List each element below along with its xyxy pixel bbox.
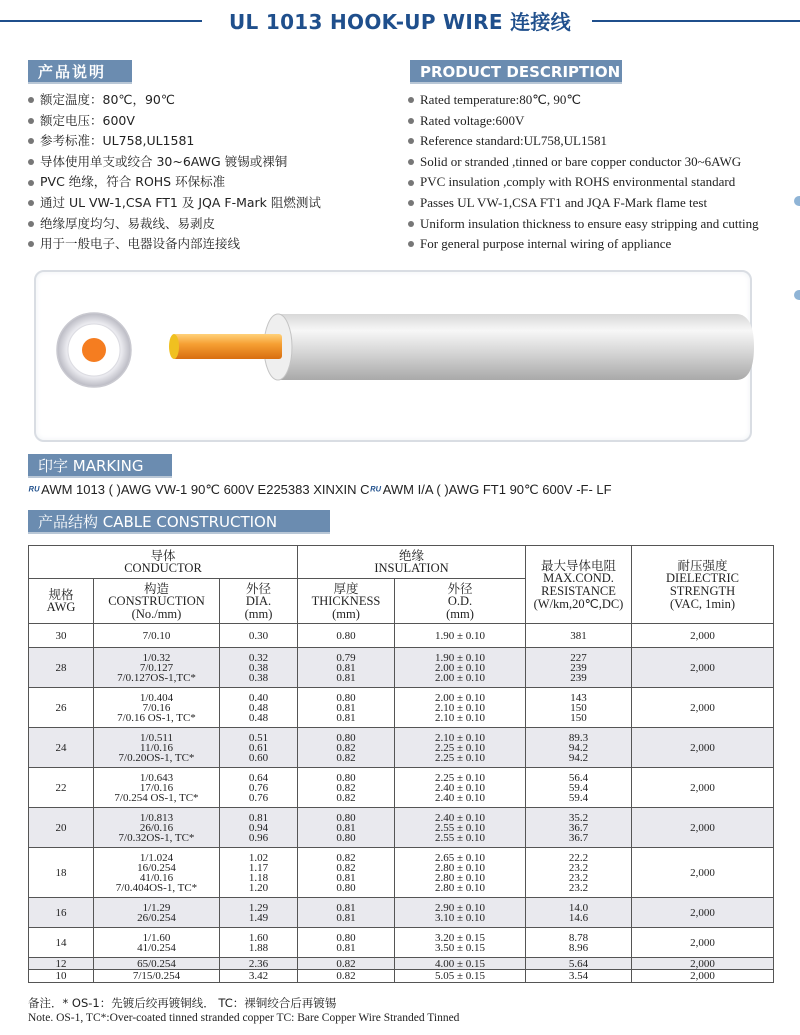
awg-cell: 22 bbox=[29, 768, 94, 808]
cable-table-body bbox=[29, 624, 774, 983]
dia-header: 外径 DIA. (mm) bbox=[220, 579, 298, 624]
construction-cell: 1/1.024 16/0.254 41/0.16 7/0.404OS-1, TC* bbox=[94, 848, 220, 898]
list-item: 额定温度：80℃，90℃ bbox=[28, 90, 321, 111]
dia-cell: 0.32 0.38 0.38 bbox=[220, 648, 298, 688]
od-cell: 1.90 ± 0.10 2.00 ± 0.10 2.00 ± 0.10 bbox=[395, 648, 526, 688]
list-item: Uniform insulation thickness to ensure easy stripping and cutting bbox=[408, 214, 759, 235]
list-item: Passes UL VW-1,CSA FT1 and JQA F-Mark flame test bbox=[408, 193, 759, 214]
title-rule-right bbox=[592, 20, 800, 22]
table-row bbox=[29, 898, 774, 928]
od-cell: 3.20 ± 0.15 3.50 ± 0.15 bbox=[395, 928, 526, 958]
table-row bbox=[29, 648, 774, 688]
od-cell: 4.00 ± 0.15 bbox=[395, 958, 526, 970]
resistance-cell: 3.54 bbox=[526, 970, 632, 983]
dielectric-header: 耐压强度 DIELECTRIC STRENGTH (VAC, 1min) bbox=[632, 546, 774, 624]
dia-cell: 0.64 0.76 0.76 bbox=[220, 768, 298, 808]
table-row bbox=[29, 688, 774, 728]
construction-cell: 1/0.32 7/0.127 7/0.127OS-1,TC* bbox=[94, 648, 220, 688]
construction-cell: 7/0.10 bbox=[94, 624, 220, 648]
construction-cell: 65/0.254 bbox=[94, 958, 220, 970]
bullet-icon bbox=[28, 118, 34, 124]
awg-cell: 28 bbox=[29, 648, 94, 688]
construction-cell: 1/0.813 26/0.16 7/0.32OS-1, TC* bbox=[94, 808, 220, 848]
bullet-icon bbox=[28, 159, 34, 165]
dia-cell: 1.29 1.49 bbox=[220, 898, 298, 928]
edge-fragment bbox=[794, 290, 800, 300]
resistance-cell: 8.78 8.96 bbox=[526, 928, 632, 958]
awg-cell: 24 bbox=[29, 728, 94, 768]
thickness-cell: 0.82 bbox=[298, 970, 395, 983]
product-description-en-header: PRODUCT DESCRIPTION bbox=[410, 60, 622, 84]
thickness-cell: 0.80 bbox=[298, 624, 395, 648]
title-bar bbox=[0, 0, 800, 42]
dia-cell: 1.60 1.88 bbox=[220, 928, 298, 958]
marking-text: ᴿᵁ AWM 1013 ( )AWG VW-1 90℃ 600V E225383 XINXIN Cᴿᵁ AWM I/A ( )AWG FT1 90℃ 600V -F- LF bbox=[28, 482, 612, 497]
resistance-cell: 14.0 14.6 bbox=[526, 898, 632, 928]
thickness-cell: 0.82 bbox=[298, 958, 395, 970]
bullet-icon bbox=[28, 138, 34, 144]
dia-cell: 0.40 0.48 0.48 bbox=[220, 688, 298, 728]
thickness-cell: 0.80 0.81 0.81 bbox=[298, 688, 395, 728]
dia-cell: 3.42 bbox=[220, 970, 298, 983]
thickness-cell: 0.80 0.82 0.82 bbox=[298, 768, 395, 808]
resistance-cell: 22.2 23.2 23.2 23.2 bbox=[526, 848, 632, 898]
bullet-icon bbox=[28, 200, 34, 206]
list-item: 导体使用单支或绞合 30~6AWG 镀锡或裸铜 bbox=[28, 152, 321, 173]
list-item: 用于一般电子、电器设备内部连接线 bbox=[28, 234, 321, 255]
footnote-cn: 备注．* OS-1：先镀后绞再镀铜线． TC：裸铜绞合后再镀锡 bbox=[28, 996, 337, 1010]
table-row bbox=[29, 624, 774, 648]
awg-cell: 14 bbox=[29, 928, 94, 958]
thickness-cell: 0.81 0.81 bbox=[298, 898, 395, 928]
dia-cell: 0.30 bbox=[220, 624, 298, 648]
bullet-icon bbox=[408, 221, 414, 227]
title-rule-left bbox=[0, 20, 202, 22]
construction-cell: 1/0.404 7/0.16 7/0.16 OS-1, TC* bbox=[94, 688, 220, 728]
cable-construction-header: 产品结构 CABLE CONSTRUCTION bbox=[28, 510, 330, 534]
awg-cell: 12 bbox=[29, 958, 94, 970]
thickness-header: 厚度 THICKNESS (mm) bbox=[298, 579, 395, 624]
bullet-icon bbox=[408, 200, 414, 206]
dielectric-cell: 2,000 bbox=[632, 648, 774, 688]
thickness-cell: 0.79 0.81 0.81 bbox=[298, 648, 395, 688]
bullet-icon bbox=[408, 159, 414, 165]
list-item: 参考标准：UL758,UL1581 bbox=[28, 131, 321, 152]
dielectric-cell: 2,000 bbox=[632, 928, 774, 958]
cable-construction-table-wrap bbox=[28, 545, 773, 983]
marking-header: 印字 MARKING bbox=[28, 454, 172, 478]
conductor-header: 导体 CONDUCTOR bbox=[29, 546, 298, 579]
od-cell: 2.10 ± 0.10 2.25 ± 0.10 2.25 ± 0.10 bbox=[395, 728, 526, 768]
wire-illustration bbox=[34, 270, 752, 442]
list-item: Reference standard:UL758,UL1581 bbox=[408, 131, 759, 152]
thickness-cell: 0.80 0.81 bbox=[298, 928, 395, 958]
resistance-cell: 227 239 239 bbox=[526, 648, 632, 688]
construction-cell: 1/1.29 26/0.254 bbox=[94, 898, 220, 928]
table-row bbox=[29, 848, 774, 898]
insulation-header: 绝缘 INSULATION bbox=[298, 546, 526, 579]
bullet-icon bbox=[408, 138, 414, 144]
dielectric-cell: 2,000 bbox=[632, 624, 774, 648]
product-description-en-list bbox=[408, 90, 759, 255]
od-cell: 2.90 ± 0.10 3.10 ± 0.10 bbox=[395, 898, 526, 928]
table-row bbox=[29, 970, 774, 983]
resistance-header: 最大导体电阻 MAX.COND. RESISTANCE (W/km,20℃,DC) bbox=[526, 546, 632, 624]
list-item: For general purpose internal wiring of appliance bbox=[408, 234, 759, 255]
od-cell: 2.25 ± 0.10 2.40 ± 0.10 2.40 ± 0.10 bbox=[395, 768, 526, 808]
dielectric-cell: 2,000 bbox=[632, 728, 774, 768]
od-cell: 2.40 ± 0.10 2.55 ± 0.10 2.55 ± 0.10 bbox=[395, 808, 526, 848]
dielectric-cell: 2,000 bbox=[632, 958, 774, 970]
dielectric-cell: 2,000 bbox=[632, 768, 774, 808]
product-description-cn-list bbox=[28, 90, 321, 255]
bullet-icon bbox=[408, 180, 414, 186]
dielectric-cell: 2,000 bbox=[632, 970, 774, 983]
dia-cell: 1.02 1.17 1.18 1.20 bbox=[220, 848, 298, 898]
thickness-cell: 0.80 0.82 0.82 bbox=[298, 728, 395, 768]
construction-cell: 1/0.643 17/0.16 7/0.254 OS-1, TC* bbox=[94, 768, 220, 808]
resistance-cell: 5.64 bbox=[526, 958, 632, 970]
resistance-cell: 89.3 94.2 94.2 bbox=[526, 728, 632, 768]
awg-cell: 18 bbox=[29, 848, 94, 898]
table-row bbox=[29, 958, 774, 970]
dielectric-cell: 2,000 bbox=[632, 898, 774, 928]
ul-recognized-icon: ᴿᵁ bbox=[369, 485, 381, 497]
awg-cell: 10 bbox=[29, 970, 94, 983]
ul-recognized-icon: ᴿᵁ bbox=[28, 485, 40, 497]
bullet-icon bbox=[408, 118, 414, 124]
bullet-icon bbox=[28, 180, 34, 186]
resistance-cell: 56.4 59.4 59.4 bbox=[526, 768, 632, 808]
dia-cell: 2.36 bbox=[220, 958, 298, 970]
table-row bbox=[29, 928, 774, 958]
resistance-cell: 381 bbox=[526, 624, 632, 648]
od-header: 外径 O.D. (mm) bbox=[395, 579, 526, 624]
list-item: Rated voltage:600V bbox=[408, 111, 759, 132]
product-description-cn-header: 产品说明 bbox=[28, 60, 132, 84]
resistance-cell: 35.2 36.7 36.7 bbox=[526, 808, 632, 848]
list-item: Solid or stranded ,tinned or bare copper conductor 30~6AWG bbox=[408, 152, 759, 173]
list-item: PVC 绝缘，符合 ROHS 环保标准 bbox=[28, 172, 321, 193]
bullet-icon bbox=[408, 97, 414, 103]
dia-cell: 0.51 0.61 0.60 bbox=[220, 728, 298, 768]
bullet-icon bbox=[28, 221, 34, 227]
list-item: 绝缘厚度均匀、易裁线、易剥皮 bbox=[28, 214, 321, 235]
awg-cell: 30 bbox=[29, 624, 94, 648]
edge-fragment bbox=[794, 196, 800, 206]
list-item: PVC insulation ,comply with ROHS environmental standard bbox=[408, 172, 759, 193]
awg-cell: 20 bbox=[29, 808, 94, 848]
dielectric-cell: 2,000 bbox=[632, 808, 774, 848]
awg-cell: 26 bbox=[29, 688, 94, 728]
bullet-icon bbox=[408, 241, 414, 247]
table-row bbox=[29, 768, 774, 808]
dia-cell: 0.81 0.94 0.96 bbox=[220, 808, 298, 848]
construction-cell: 1/0.511 11/0.16 7/0.20OS-1, TC* bbox=[94, 728, 220, 768]
bullet-icon bbox=[28, 97, 34, 103]
wire-image bbox=[36, 272, 754, 444]
table-row bbox=[29, 728, 774, 768]
footnote-en: Note. OS-1, TC*:Over-coated tinned stranded copper TC: Bare Copper Wire Stranded Tinned bbox=[28, 1012, 460, 1024]
awg-cell: 16 bbox=[29, 898, 94, 928]
list-item: 通过 UL VW-1,CSA FT1 及 JQA F-Mark 阻燃测试 bbox=[28, 193, 321, 214]
construction-cell: 7/15/0.254 bbox=[94, 970, 220, 983]
bullet-icon bbox=[28, 241, 34, 247]
od-cell: 2.65 ± 0.10 2.80 ± 0.10 2.80 ± 0.10 2.80 ± 0.10 bbox=[395, 848, 526, 898]
od-cell: 2.00 ± 0.10 2.10 ± 0.10 2.10 ± 0.10 bbox=[395, 688, 526, 728]
footnote bbox=[28, 996, 459, 1026]
thickness-cell: 0.82 0.82 0.81 0.80 bbox=[298, 848, 395, 898]
dielectric-cell: 2,000 bbox=[632, 688, 774, 728]
list-item: 额定电压：600V bbox=[28, 111, 321, 132]
thickness-cell: 0.80 0.81 0.80 bbox=[298, 808, 395, 848]
cable-construction-table bbox=[28, 545, 774, 983]
construction-header: 构造 CONSTRUCTION (No./mm) bbox=[94, 579, 220, 624]
table-row bbox=[29, 808, 774, 848]
resistance-cell: 143 150 150 bbox=[526, 688, 632, 728]
construction-cell: 1/1.60 41/0.254 bbox=[94, 928, 220, 958]
od-cell: 1.90 ± 0.10 bbox=[395, 624, 526, 648]
od-cell: 5.05 ± 0.15 bbox=[395, 970, 526, 983]
page-title: UL 1013 HOOK-UP WIRE 连接线 bbox=[229, 10, 571, 34]
list-item: Rated temperature:80℃, 90℃ bbox=[408, 90, 759, 111]
pvc-insulation bbox=[272, 314, 754, 380]
dielectric-cell: 2,000 bbox=[632, 848, 774, 898]
awg-header: 规格 AWG bbox=[29, 579, 94, 624]
